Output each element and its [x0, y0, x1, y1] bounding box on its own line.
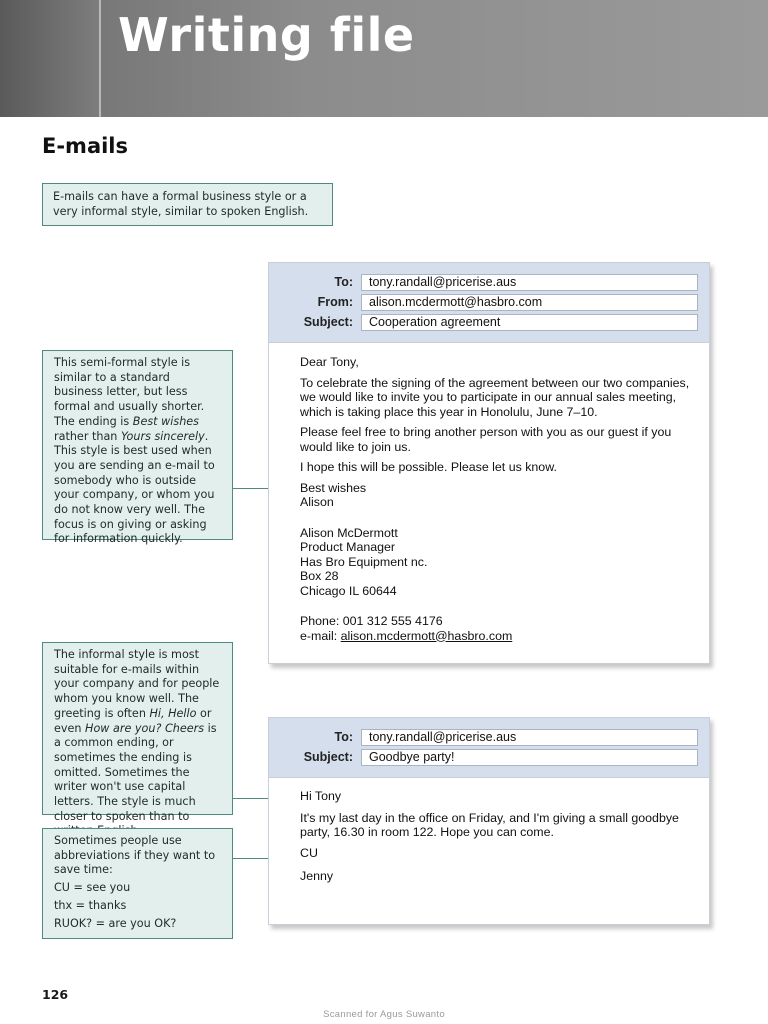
subject-label: Subject: — [303, 315, 353, 329]
email-closing: Best wishes — [300, 480, 367, 495]
scan-credit: Scanned for Agus Suwanto — [323, 1009, 445, 1020]
signature-title: Product Manager — [300, 540, 396, 554]
to-row — [269, 272, 698, 292]
email-paragraph: It's my last day in the office on Friday, and I'm giving a small goodbye party, 16.30 in room 122. Hope you can come. — [300, 810, 679, 839]
signature-phone: Phone: 001 312 555 4176 — [300, 614, 443, 628]
signature-email: e-mail: alison.mcdermott@hasbro.com — [300, 628, 513, 643]
from-label: From: — [317, 295, 353, 309]
email-paragraph: Please feel free to bring another person with you as our guest if you would like to join us. — [300, 425, 672, 454]
informal-style-note — [42, 642, 233, 823]
to-label: To: — [334, 275, 353, 289]
signature-box: Box 28 — [300, 569, 339, 583]
email-signoff: Alison — [300, 495, 334, 509]
signature-company: Has Bro Equipment nc. — [300, 554, 428, 569]
informal-note-text: The informal style is most suitable for e-mails within your company and for people whom you know well. The greeting is often Hi, Hello or even How are you? Cheers is a common ending, or sometimes the ending is omitted. Sometimes the writer won't use capital letters. The style is much closer to spoken than to — [54, 648, 220, 823]
email-greeting: Dear Tony, — [300, 355, 359, 369]
from-row — [269, 292, 698, 312]
email-body — [269, 343, 709, 643]
abbreviation-item: CU = see you — [54, 881, 131, 895]
intro-note — [42, 183, 333, 226]
subject-field[interactable]: Goodbye party! — [361, 749, 698, 766]
semiformal-style-note — [42, 350, 233, 546]
to-field[interactable]: tony.randall@pricerise.aus — [361, 729, 698, 746]
header-banner — [0, 0, 768, 117]
to-row — [269, 727, 698, 747]
signature-city: Chicago IL 60644 — [300, 583, 397, 598]
email-link[interactable]: alison.mcdermott@hasbro.com — [340, 628, 513, 643]
email-body — [269, 778, 709, 884]
subject-label: Subject: — [303, 750, 353, 764]
email-header — [269, 718, 709, 778]
semiformal-note-text: This semi-formal style is similar to a standard business letter, but less formal and usually shorter. The ending is Best wishes rather than Yours sincerely. This style is best used when you are sending an e-mail to somebody who is outside your company, or whom you do not know very well. The focus is on giving or asking for information quickly. — [54, 356, 215, 546]
email-header — [269, 263, 709, 343]
email-paragraph: I hope this will be possible. Please let us know. — [300, 460, 557, 474]
section-title: E-mails — [42, 134, 129, 158]
banner-tab — [0, 0, 101, 117]
subject-field[interactable]: Cooperation agreement — [361, 314, 698, 331]
email-paragraph: To celebrate the signing of the agreement between our two companies, we would like to invite you to participate in our annual sales meeting, which is taking place this year in Honolulu, June 7–10. — [300, 375, 690, 419]
signature-name: Alison McDermott — [300, 525, 398, 540]
to-label: To: — [334, 730, 353, 744]
intro-note-text: E-mails can have a formal business style or a very informal style, similar to spoken English. — [53, 190, 309, 218]
abbreviations-note — [42, 828, 233, 939]
subject-row — [269, 312, 698, 332]
to-field[interactable]: tony.randall@pricerise.aus — [361, 274, 698, 291]
page-number: 126 — [42, 987, 69, 1002]
informal-email-window — [268, 717, 710, 925]
subject-row — [269, 747, 698, 767]
email-greeting: Hi Tony — [300, 789, 342, 803]
abbreviation-item: RUOK? = are you OK? — [54, 916, 177, 930]
email-closing: CU — [300, 845, 318, 860]
abbreviation-item: thx = thanks — [54, 898, 127, 912]
from-field[interactable]: alison.mcdermott@hasbro.com — [361, 294, 698, 311]
email-signoff: Jenny — [300, 869, 334, 883]
abbreviations-intro: Sometimes people use abbreviations if they want to save time: — [54, 834, 216, 877]
formal-email-window — [268, 262, 710, 664]
page-title: Writing file — [118, 8, 415, 62]
